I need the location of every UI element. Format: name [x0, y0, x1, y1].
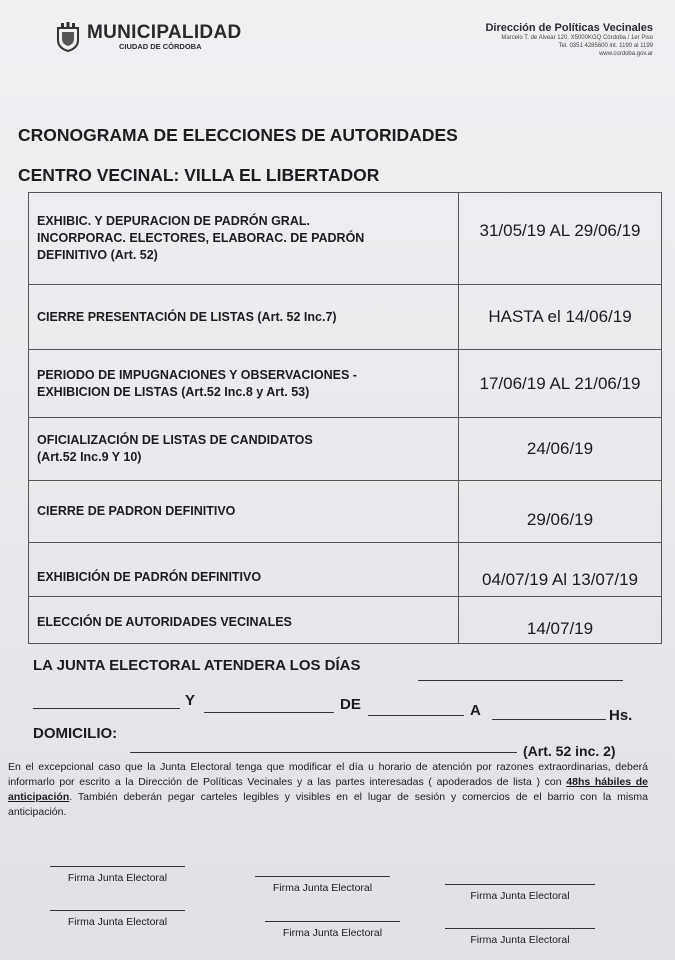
date-cell: 31/05/19 AL 29/06/19 — [479, 221, 641, 240]
document-subtitle: CENTRO VECINAL: VILLA EL LIBERTADOR — [18, 165, 380, 185]
brand-name: MUNICIPALIDAD — [87, 22, 242, 43]
hour-from-blank[interactable] — [368, 715, 464, 716]
item-cell — [29, 597, 459, 643]
domicilio-article: (Art. 52 inc. 2) — [523, 743, 616, 759]
item-text: PERIODO DE IMPUGNACIONES Y OBSERVACIONES - — [37, 367, 357, 382]
signature-slot[interactable] — [50, 910, 185, 928]
table-row — [29, 597, 661, 643]
date-cell: 14/07/19 — [526, 619, 594, 638]
schedule-table — [28, 192, 662, 644]
notice-text: En el excepcional caso que la Junta Electoral tenga que modificar el día u horario de atención por razones extraordinarias, deberá informarlo por escrito a la Dirección de Políticas Vecinales y a las partes interesadas ( apoderados de lista ) con — [8, 761, 648, 788]
department-block — [485, 22, 653, 58]
notice-emphasis: 48hs hábiles de anticipación — [8, 776, 648, 803]
days-blank[interactable] — [418, 680, 623, 681]
table-row — [29, 350, 661, 418]
table-row — [29, 285, 661, 350]
item-text: CIERRE DE PADRON DEFINITIVO — [37, 504, 236, 518]
day-to-blank[interactable] — [204, 712, 334, 713]
municipality-logo — [54, 22, 241, 52]
document-title: CRONOGRAMA DE ELECCIONES DE AUTORIDADES — [18, 125, 458, 145]
item-text: (Art.52 Inc.9 Y 10) — [37, 450, 142, 464]
table-row — [29, 543, 661, 597]
signature-slot[interactable] — [445, 884, 595, 902]
signature-label: Firma Junta Electoral — [470, 934, 570, 946]
item-cell — [29, 350, 459, 417]
item-text: EXHIBIC. Y DEPURACION DE PADRÓN GRAL. — [37, 214, 310, 228]
signature-slot[interactable] — [50, 866, 185, 884]
hs-label: Hs. — [609, 707, 633, 724]
signature-label: Firma Junta Electoral — [67, 916, 168, 928]
notice-text-end: . También deberán pegar carteles legibles y visibles en el lugar de sesión y comercios de el barrio con la misma anticipación. — [8, 791, 648, 818]
y-label: Y — [185, 692, 196, 709]
department-web: www.cordoba.gov.ar — [599, 51, 653, 57]
hour-to-blank[interactable] — [492, 719, 606, 720]
signature-label: Firma Junta Electoral — [67, 872, 168, 884]
department-phone: Tel. 0351 4285600 int. 1190 al 1199 — [558, 43, 653, 49]
item-text: OFICIALIZACIÓN DE LISTAS DE CANDIDATOS — [37, 433, 313, 447]
date-cell: HASTA el 14/06/19 — [488, 307, 632, 326]
de-label: DE — [340, 696, 361, 713]
item-text: ELECCIÓN DE AUTORIDADES VECINALES — [37, 615, 292, 629]
signature-label: Firma Junta Electoral — [272, 882, 373, 894]
day-from-blank[interactable] — [33, 708, 180, 709]
notice-paragraph — [8, 760, 648, 820]
domicilio-label: DOMICILIO: — [33, 725, 118, 742]
department-address: Marcelo T. de Alvear 120. X5000KGQ Córdoba / 1er Piso — [501, 35, 653, 41]
signature-label: Firma Junta Electoral — [470, 890, 570, 902]
item-cell — [29, 418, 459, 480]
city-name: CIUDAD DE CÓRDOBA — [119, 42, 202, 51]
domicilio-blank[interactable] — [130, 752, 517, 753]
signature-label: Firma Junta Electoral — [282, 927, 383, 939]
item-text: DEFINITIVO (Art. 52) — [37, 248, 158, 262]
item-text: INCORPORAC. ELECTORES, ELABORAC. DE PADRÓN — [37, 231, 365, 245]
junta-label: LA JUNTA ELECTORAL ATENDERA LOS DÍAS — [33, 657, 361, 674]
item-text: EXHIBICIÓN DE PADRÓN DEFINITIVO — [37, 570, 262, 584]
department-name: Dirección de Políticas Vecinales — [485, 22, 653, 34]
date-cell: 04/07/19 Al 13/07/19 — [482, 570, 638, 589]
date-cell: 17/06/19 AL 21/06/19 — [479, 373, 641, 393]
signature-slot[interactable] — [265, 921, 400, 939]
table-row — [29, 418, 661, 481]
table-row — [29, 193, 661, 285]
item-cell — [29, 285, 459, 349]
item-cell — [29, 481, 459, 542]
item-text: EXHIBICION DE LISTAS (Art.52 Inc.8 y Art. 53) — [37, 384, 310, 399]
signature-slot[interactable] — [255, 876, 390, 894]
signature-slot[interactable] — [445, 928, 595, 946]
date-cell: 24/06/19 — [526, 439, 594, 458]
coat-of-arms-icon — [54, 22, 82, 52]
item-text: CIERRE PRESENTACIÓN DE LISTAS (Art. 52 Inc.7) — [37, 309, 337, 324]
date-cell: 29/06/19 — [526, 510, 594, 529]
a-label: A — [470, 702, 481, 719]
item-cell — [29, 543, 459, 596]
item-cell — [29, 193, 459, 284]
table-row — [29, 481, 661, 543]
